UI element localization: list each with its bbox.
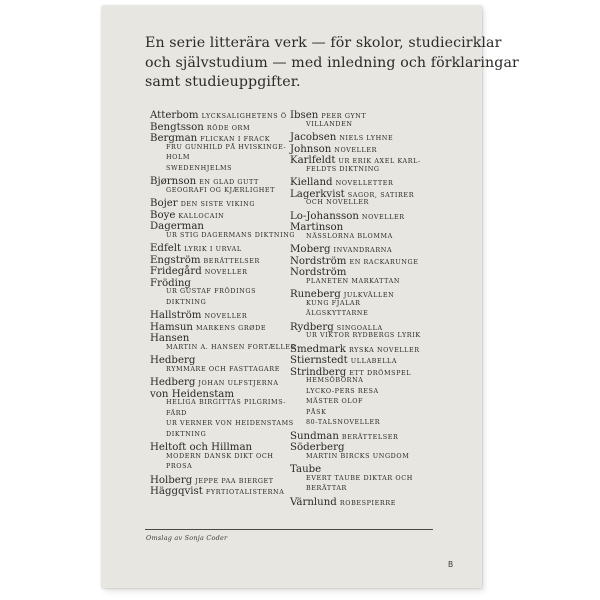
work-title: JOHAN ULFSTJERNA [198,379,279,387]
work-title: UR ERIK AXEL KARL- [338,157,421,165]
list-item [290,174,440,186]
entry-main-line [290,129,440,141]
author-name: Nordström [290,255,347,267]
entry-main-line [150,252,300,264]
list-item [290,264,440,286]
entry-main-line [290,364,440,376]
entry-main-line [150,173,300,185]
work-title: NOVELLETTER [335,179,394,187]
list-item [290,186,440,208]
work-title: NIELS LYHNE [339,134,394,142]
work-title: NOVELLER [204,312,248,320]
list-item [150,195,300,207]
entry-main-line [150,263,300,275]
list-item [150,107,300,119]
author-name: Lo-Johansson [290,210,359,222]
author-name: Strindberg [290,366,347,378]
entry-main-line [290,494,440,506]
work-subtitle: 80-TALSNOVELLER [306,418,381,426]
work-title: EN GLAD GUTT [199,178,259,186]
entry-main-line [150,483,300,495]
author-name: Bergman [150,133,198,144]
work-subtitle: KUNG FJALAR [306,298,361,307]
author-name: Holberg [150,474,193,486]
list-item [290,141,440,153]
list-item [290,428,440,440]
work-title: SINGOALLA [336,323,383,332]
work-title: NOVELLER [204,268,248,276]
author-name: Värnlund [290,496,337,508]
author-name: Heltoft och Hillman [150,442,253,453]
entry-main-line [150,374,300,386]
list-item [290,129,440,141]
work-subtitle: MARTIN A. HANSEN FORTÆLLER [166,342,296,351]
entry-main-line [290,286,440,298]
work-subtitle: PROSA [166,462,193,470]
work-subtitle: HOLM [166,153,190,161]
work-subtitle: UR STIG DAGERMANS DIKTNING [166,230,296,239]
work-title: BERÄTTELSER [341,432,399,441]
list-item [150,307,300,319]
author-name: Hamsun [150,321,193,333]
entry-main-line [290,241,440,253]
work-title: FYRTIOTALISTERNA [205,488,285,496]
work-subtitle: DIKTNING [166,297,207,306]
page-number: B [448,560,454,569]
list-item [150,218,300,240]
work-title: PEER GYNT [321,112,367,120]
work-title: ULLABELLA [350,357,398,365]
entry-main-line [150,352,300,364]
entry-main-line [150,240,300,252]
work-subtitle: OCH NOVELLER [306,198,369,206]
author-name: Fröding [150,277,191,289]
work-title: ETT DRÖMSPEL [349,368,412,377]
author-name: Fridegård [150,266,202,277]
entry-main-line [150,130,300,142]
entry-main-line [150,207,300,219]
entry-main-line [290,341,440,353]
work-title: LYCKSALIGHETENS Ö [201,112,287,120]
entry-main-line [150,195,300,207]
title-list-right [290,107,440,508]
work-subtitle: FELDTS DIKTNING [306,164,380,173]
author-name: Lagerkvist [290,188,345,200]
author-name: Moberg [290,244,331,255]
entry-main-line [290,107,440,119]
list-item [290,494,440,506]
author-name: Boye [150,209,176,221]
work-subtitle: MÄSTER OLOF [306,397,364,405]
author-name: Nordström [290,267,347,278]
intro-line: och självstudium — med inledning och förklaringar [145,54,519,71]
work-title: MARKENS GRØDE [195,323,267,332]
list-item [150,263,300,275]
author-name: Hansen [150,333,190,344]
work-title: RÖDE ORM [206,123,251,132]
author-name: Stiernstedt [290,355,348,366]
list-item [150,275,300,308]
author-name: Johnson [290,143,332,155]
list-item [150,472,300,484]
work-subtitle: FÄRD [166,408,187,417]
list-item [150,319,300,331]
work-title: NOVELLER [334,145,378,154]
work-subtitle: LYCKO-PERS RESA [306,386,379,395]
work-subtitle: UR GUSTAF FRÖDINGS [166,287,257,295]
list-item [150,483,300,495]
list-item [290,341,440,353]
work-subtitle: PLANETEN MARKATTAN [306,276,401,285]
entry-main-line [290,186,440,198]
author-name: Bjørnson [150,176,197,187]
author-name: Smedmark [290,343,346,355]
author-name: Atterbom [150,110,199,121]
author-name: Bojer [150,198,178,209]
work-subtitle: FRU GUNHILD PÅ HVISKINGE- [166,142,287,151]
list-item [290,364,440,428]
entry-main-line [290,461,440,473]
entry-main-line [150,439,300,451]
entry-main-line [150,319,300,331]
entry-main-line [150,275,300,287]
author-name: Kielland [290,177,333,188]
work-title: BERÄTTELSER [203,256,260,265]
work-title: INVANDRARNA [333,246,393,254]
work-subtitle: MARTIN BIRCKS UNGDOM [306,451,410,460]
work-subtitle: HEMSÖBORNA [306,376,364,384]
author-name: Edfelt [150,243,182,254]
work-subtitle: UR VERNER VON HEIDENSTAMS [166,419,294,427]
author-name: Dagerman [150,221,204,232]
entry-main-line [290,253,440,265]
list-item [150,374,300,386]
entry-main-line [290,152,440,164]
list-item [290,152,440,174]
list-item [150,240,300,252]
title-list-left [150,107,300,495]
work-subtitle: VILLANDEN [306,119,353,128]
list-item [290,219,440,241]
list-item [150,439,300,472]
list-item [290,253,440,265]
entry-main-line [150,107,300,119]
list-item [150,252,300,264]
author-name: Hedberg [150,355,196,366]
author-name: Söderberg [290,442,345,453]
list-item [290,439,440,461]
author-name: Hedberg [150,377,196,388]
entry-main-line [290,319,440,331]
work-title: JEPPE PAA BIERGET [195,476,274,485]
entry-main-line [150,307,300,319]
cover-credit: Omslag av Sonja Coder [146,534,228,542]
work-subtitle: RYMMARE OCH FASTTAGARE [166,364,280,373]
entry-main-line [290,174,440,186]
list-item [150,207,300,219]
author-name: Engström [150,254,201,266]
list-item [150,330,300,352]
author-name: Taube [290,464,322,475]
work-subtitle: NÄSSLORNA BLOMMA [306,231,393,240]
work-title: JULKVÄLLEN [343,291,395,299]
author-name: Rydberg [290,321,334,333]
entry-main-line [150,386,300,398]
work-title: ROBESPIERRE [339,498,396,507]
entry-main-line [150,218,300,230]
work-title: EN RACKARUNGE [349,257,419,266]
work-subtitle: UR VIKTOR RYDBERGS LYRIK [306,331,421,339]
entry-main-line [290,208,440,220]
work-subtitle: DIKTNING [166,429,207,438]
author-name: Häggqvist [150,486,203,497]
author-name: Bengtsson [150,121,204,133]
author-name: Martinson [290,222,344,233]
work-title: RYSKA NOVELLER [348,345,420,354]
list-item [150,386,300,440]
entry-main-line [290,141,440,153]
work-subtitle: ÄLGSKYTTARNE [306,309,369,317]
work-title: DEN SISTE VIKING [180,200,256,208]
entry-main-line [290,428,440,440]
work-subtitle: GEOGRAFI OG KJÆRLIGHET [166,185,276,194]
work-title: LYRIK I URVAL [184,245,242,253]
list-item [290,208,440,220]
work-subtitle: SWEDENHJELMS [166,163,233,172]
work-subtitle: HELIGA BIRGITTAS PILGRIMS- [166,398,287,406]
work-subtitle: PÅSK [306,407,327,416]
work-title: NOVELLER [361,212,405,221]
list-item [150,130,300,173]
work-subtitle: MODERN DANSK DIKT OCH [166,451,274,460]
entry-main-line [150,119,300,131]
list-item [150,352,300,374]
list-item [150,173,300,195]
author-name: Karlfeldt [290,155,336,166]
list-item [290,241,440,253]
work-title: FLICKAN I FRACK [200,135,271,143]
work-title: KALLOCAIN [178,211,225,220]
author-name: von Heidenstam [150,388,235,400]
list-item [150,119,300,131]
intro-line: samt studieuppgifter. [145,74,301,90]
author-name: Hallström [150,310,202,321]
work-subtitle: EVERT TAUBE DIKTAR OCH [306,473,413,482]
author-name: Sundman [290,430,339,442]
list-item [290,461,440,494]
list-item [290,107,440,129]
work-title: SAGOR, SATIRER [347,190,415,199]
list-item [290,319,440,341]
intro-paragraph [145,34,519,93]
author-name: Runeberg [290,289,341,300]
author-name: Jacobsen [290,132,337,143]
author-name: Ibsen [290,110,319,121]
list-item [290,286,440,319]
work-subtitle: BERÄTTAR [306,484,347,492]
divider-rule [145,529,433,530]
entry-main-line [150,472,300,484]
intro-line: En serie litterära verk — för skolor, studiecirklar [145,35,502,51]
